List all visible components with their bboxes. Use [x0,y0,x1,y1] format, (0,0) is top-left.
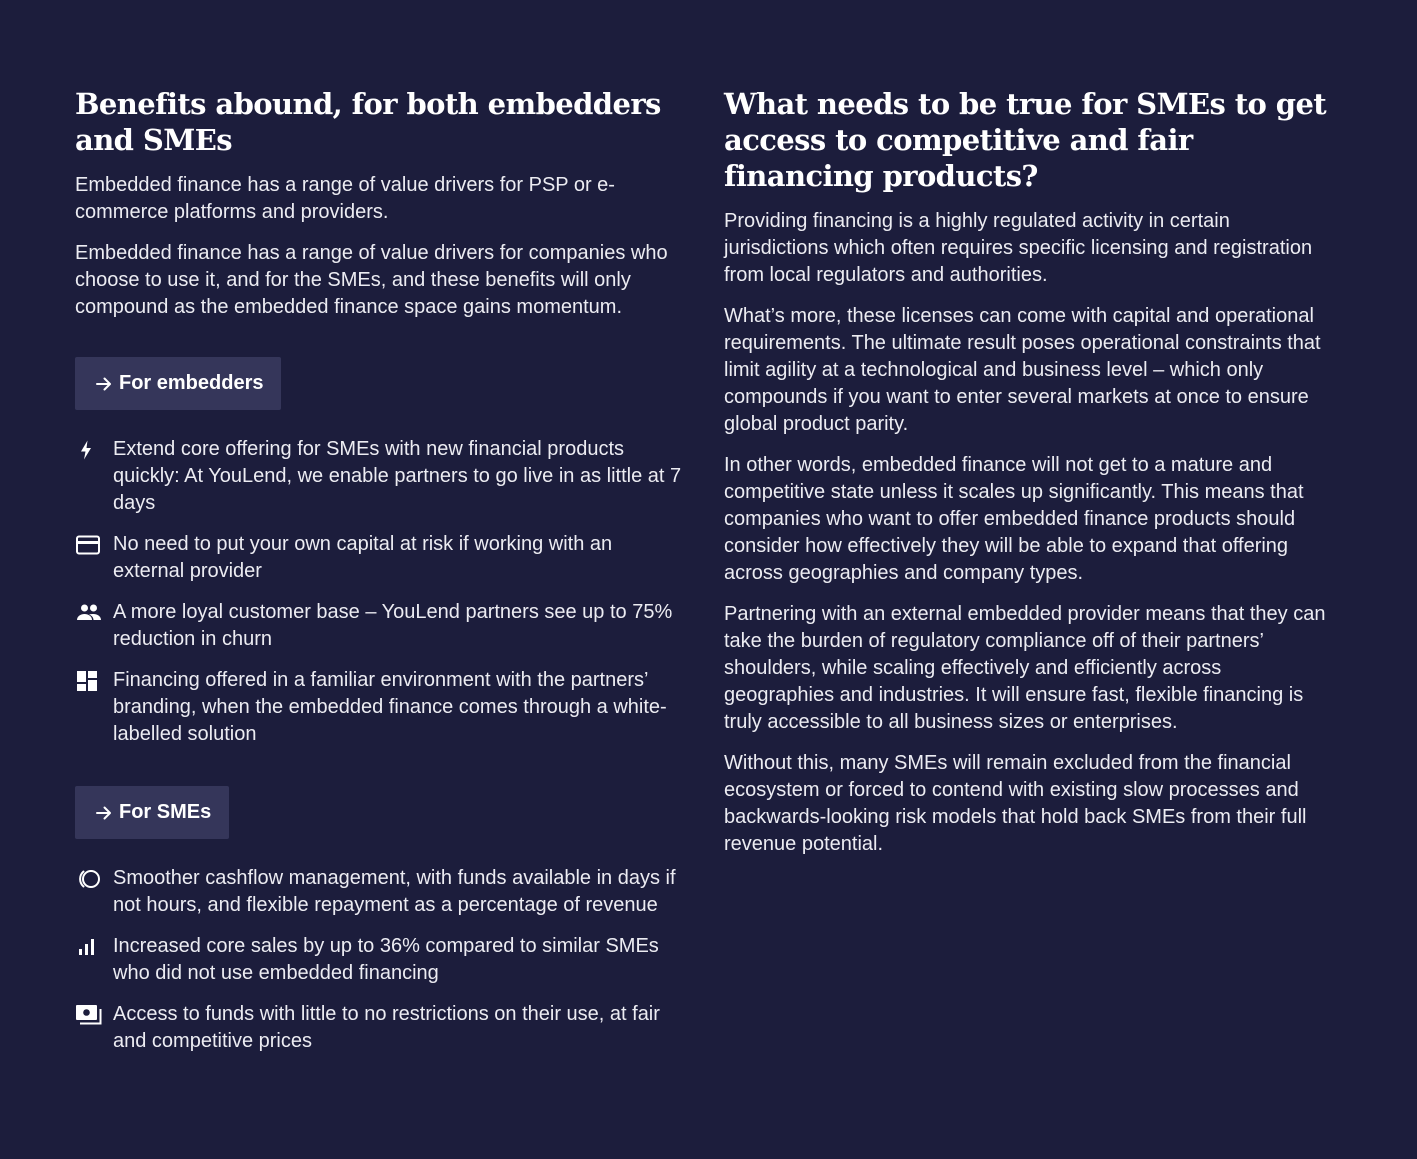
list-item [75,667,685,748]
list-item [75,865,685,919]
dashboard-layout-icon [75,667,113,694]
arrow-right-icon [95,375,113,393]
requirements-paragraph-1: Providing financing is a highly regulated activity in certain jurisdictions which often requires specific licensing and registration from local regulators and authorities. [724,210,1313,286]
benefits-paragraph-1: Embedded finance has a range of value drivers for PSP or e-commerce platforms and providers. [75,174,615,223]
benefits-column [75,86,685,1069]
for-embedders-button[interactable] [75,357,281,410]
list-item-text: A more loyal customer base – YouLend partners see up to 75% reduction in churn [113,601,673,650]
requirements-paragraph-3: In other words, embedded finance will not get to a mature and competitive state unless it scales up significantly. This means that companies who want to offer embedded finance products should consider how effectively they will be able to expand that offering across geographies and company types. [724,454,1304,584]
list-item [75,933,685,987]
people-group-icon [75,599,113,626]
list-item [75,599,685,653]
list-item-text: Extend core offering for SMEs with new financial products quickly: At YouLend, we enable partners to go live in as little at 7 days [113,438,682,514]
money-stack-icon [75,1001,113,1028]
for-smes-label: For SMEs [119,801,212,823]
requirements-paragraph-4: Partnering with an external embedded provider means that they can take the burden of regulatory compliance off of their partners’ shoulders, while scaling effectively and efficiently across geographies and industries. It will ensure fast, flexible financing is truly accessible to all business sizes or enterprises. [724,603,1326,733]
benefits-heading: Benefits abound, for both embedders and SMEs [75,87,661,157]
lightning-bolt-icon [75,436,113,463]
requirements-heading: What needs to be true for SMEs to get access to competitive and fair financing products? [724,87,1327,193]
requirements-column [724,86,1336,872]
list-item-text: Financing offered in a familiar environment with the partners’ branding, when the embedded finance comes through a white-labelled solution [113,669,667,745]
cashflow-circles-icon [75,865,113,892]
embedders-benefit-list [75,436,685,748]
requirements-paragraph-2: What’s more, these licenses can come with capital and operational requirements. The ultimate result poses operational constraints that limit agility at a technological and business level – which only compounds if you want to enter several markets at once to ensure global product parity. [724,305,1321,435]
credit-card-icon [75,531,113,558]
for-smes-button[interactable] [75,786,229,839]
for-embedders-label: For embedders [119,372,264,394]
list-item-text: Increased core sales by up to 36% compared to similar SMEs who did not use embedded financing [113,935,659,984]
list-item-text: Access to funds with little to no restrictions on their use, at fair and competitive prices [113,1003,660,1052]
bar-chart-icon [75,933,113,960]
list-item-text: Smoother cashflow management, with funds available in days if not hours, and flexible repayment as a percentage of revenue [113,867,676,916]
benefits-paragraph-2: Embedded finance has a range of value drivers for companies who choose to use it, and for the SMEs, and these benefits will only compound as the embedded finance space gains momentum. [75,242,668,318]
arrow-right-icon [95,804,113,822]
list-item [75,436,685,517]
requirements-paragraph-5: Without this, many SMEs will remain excluded from the financial ecosystem or forced to contend with existing slow processes and backwards-looking risk models that hold back SMEs from their full revenue potential. [724,752,1307,855]
list-item [75,1001,685,1055]
list-item-text: No need to put your own capital at risk if working with an external provider [113,533,613,582]
list-item [75,531,685,585]
smes-benefit-list [75,865,685,1055]
